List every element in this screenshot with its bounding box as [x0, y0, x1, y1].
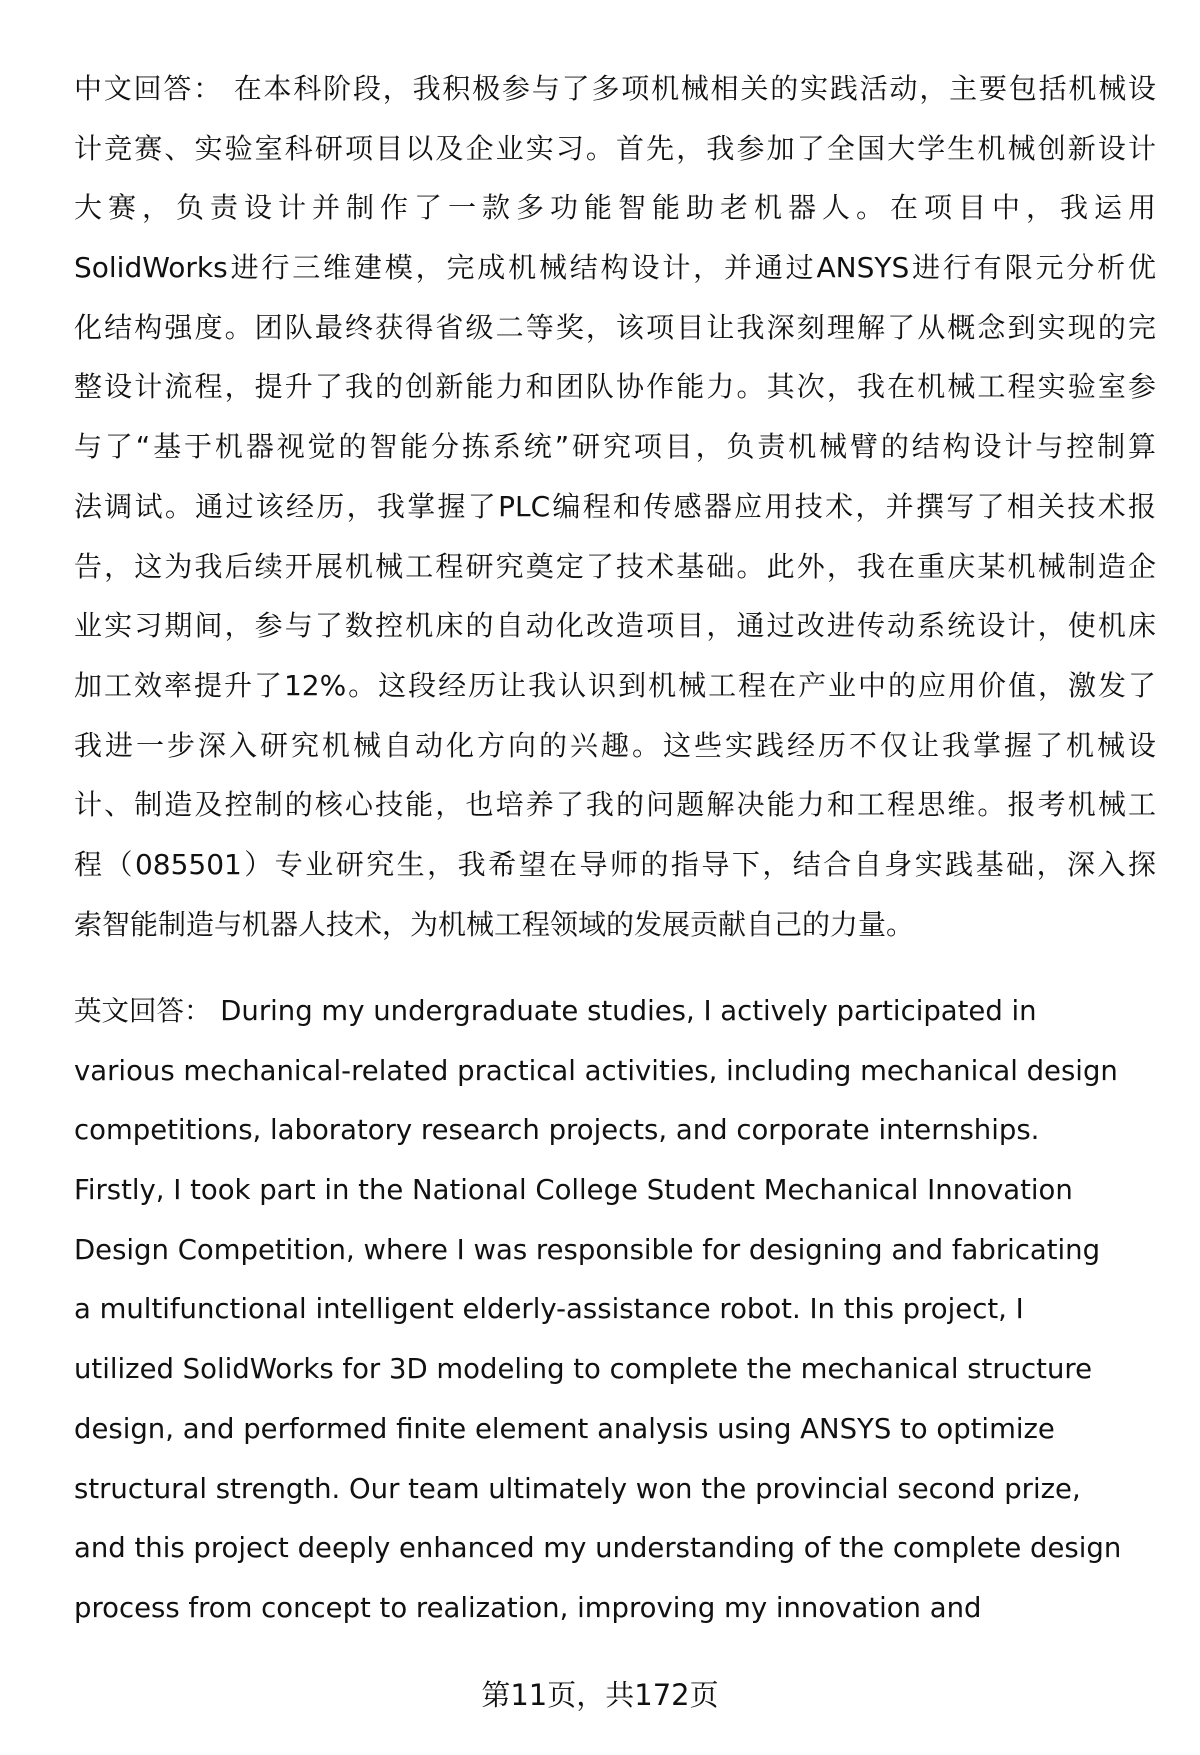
text-line: 法调试。通过该经历，我掌握了PLC编程和传感器应用技术，并撰写了相关技术报 — [74, 489, 1156, 523]
text-line: 大赛，负责设计并制作了一款多功能智能助老机器人。在项目中，我运用 — [74, 191, 1156, 225]
text-line: 与了“基于机器视觉的智能分拣系统”研究项目，负责机械臂的结构设计与控制算 — [74, 430, 1156, 464]
text-line: Firstly, I took part in the National College Student Mechanical Innovation — [74, 1174, 1073, 1207]
text-line: 整设计流程，提升了我的创新能力和团队协作能力。其次，我在机械工程实验室参 — [74, 370, 1156, 404]
text-line: utilized SolidWorks for 3D modeling to complete the mechanical structure — [74, 1353, 1093, 1386]
text-line: Design Competition, where I was responsible for designing and fabricating — [74, 1233, 1101, 1266]
text-line: competitions, laboratory research projects, and corporate internships. — [74, 1114, 1040, 1147]
text-line: and this project deeply enhanced my understanding of the complete design — [74, 1532, 1122, 1565]
chinese-answer — [74, 59, 1156, 954]
text-line: 程（085501）专业研究生，我希望在导师的指导下，结合自身实践基础，深入探 — [74, 847, 1156, 881]
text-line: process from concept to realization, improving my innovation and — [74, 1591, 982, 1624]
text-line: 我进一步深入研究机械自动化方向的兴趣。这些实践经历不仅让我掌握了机械设 — [74, 728, 1156, 762]
text-line: 告，这为我后续开展机械工程研究奠定了技术基础。此外，我在重庆某机械制造企 — [74, 549, 1156, 583]
text-line: 英文回答： During my undergraduate studies, I actively participated in — [74, 995, 1037, 1027]
text-line: 索智能制造与机器人技术，为机械工程领域的发展贡献自己的力量。 — [74, 907, 915, 941]
text-line: various mechanical-related practical activities, including mechanical design — [74, 1054, 1118, 1087]
page-number-footer: 第11页，共172页 — [481, 1678, 719, 1712]
text-line: 中文回答： 在本科阶段，我积极参与了多项机械相关的实践活动，主要包括机械设 — [74, 72, 1156, 105]
text-line: 计竞赛、实验室科研项目以及企业实习。首先，我参加了全国大学生机械创新设计 — [74, 131, 1156, 165]
text-line: 计、制造及控制的核心技能，也培养了我的问题解决能力和工程思维。报考机械工 — [74, 788, 1156, 822]
text-line: SolidWorks进行三维建模，完成机械结构设计，并通过ANSYS进行有限元分析优 — [74, 251, 1156, 285]
text-line: 业实习期间，参与了数控机床的自动化改造项目，通过改进传动系统设计，使机床 — [74, 609, 1156, 643]
text-line: structural strength. Our team ultimately won the provincial second prize, — [74, 1472, 1081, 1505]
text-line: a multifunctional intelligent elderly-assistance robot. In this project, I — [74, 1293, 1024, 1326]
text-line: 加工效率提升了12%。这段经历让我认识到机械工程在产业中的应用价值，激发了 — [74, 668, 1156, 702]
text-line: design, and performed finite element analysis using ANSYS to optimize — [74, 1412, 1055, 1445]
english-answer — [74, 982, 1156, 1639]
text-line: 化结构强度。团队最终获得省级二等奖，该项目让我深刻理解了从概念到实现的完 — [74, 310, 1156, 344]
